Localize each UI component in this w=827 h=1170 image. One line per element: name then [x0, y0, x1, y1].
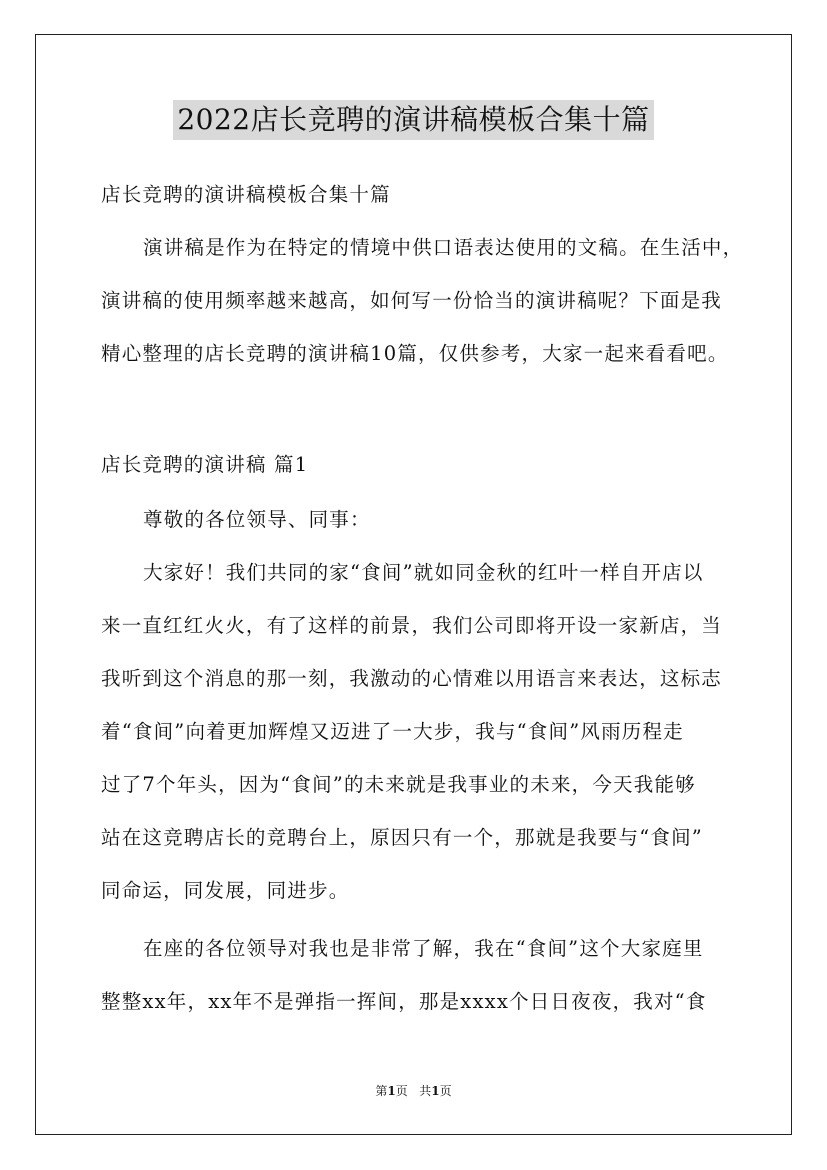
paragraph-line: 站在这竞聘店长的竞聘台上，原因只有一个，那就是我要与“食间” [101, 826, 703, 849]
paragraph-line: 同命运，同发展，同进步。 [101, 879, 350, 902]
section-heading: 店长竞聘的演讲稿 篇1 [101, 453, 309, 476]
paragraph-line: 大家好！我们共同的家“食间”就如同金秋的红叶一样自开店以 [143, 561, 704, 584]
subtitle-line: 店长竞聘的演讲稿模板合集十篇 [101, 183, 391, 206]
footer-page-prefix: 第 [375, 1084, 388, 1098]
title-container [0, 100, 827, 140]
paragraph-line: 我听到这个消息的那一刻，我激动的心情难以用语言来表达，这标志 [101, 667, 723, 690]
paragraph-line: 在座的各位领导对我也是非常了解，我在“食间”这个大家庭里 [143, 937, 704, 960]
footer-page-number: 1 [387, 1084, 396, 1098]
footer-total-prefix: 共 [419, 1084, 432, 1098]
footer-total-number: 1 [431, 1084, 440, 1098]
salutation-line: 尊敬的各位领导、同事： [143, 508, 371, 531]
paragraph-line: 来一直红红火火，有了这样的前景，我们公司即将开设一家新店，当 [101, 614, 723, 637]
footer-page-suffix: 页 [395, 1084, 408, 1098]
document-title: 2022店长竞聘的演讲稿模板合集十篇 [173, 100, 653, 140]
page-footer [0, 1083, 827, 1099]
paragraph-line: 过了7个年头，因为“食间”的未来就是我事业的未来，今天我能够 [101, 773, 696, 796]
paragraph-line: 精心整理的店长竞聘的演讲稿10篇，仅供参考，大家一起来看看吧。 [101, 342, 729, 365]
footer-total-suffix: 页 [439, 1084, 452, 1098]
paragraph-line: 着“食间”向着更加辉煌又迈进了一大步，我与“食间”风雨历程走 [101, 720, 684, 743]
paragraph-line: 整整xx年，xx年不是弹指一挥间，那是xxxx个日日夜夜，我对“食 [101, 990, 707, 1013]
paragraph-line: 演讲稿的使用频率越来越高，如何写一份恰当的演讲稿呢？下面是我 [101, 289, 723, 312]
paragraph-line: 演讲稿是作为在特定的情境中供口语表达使用的文稿。在生活中， [143, 236, 744, 259]
